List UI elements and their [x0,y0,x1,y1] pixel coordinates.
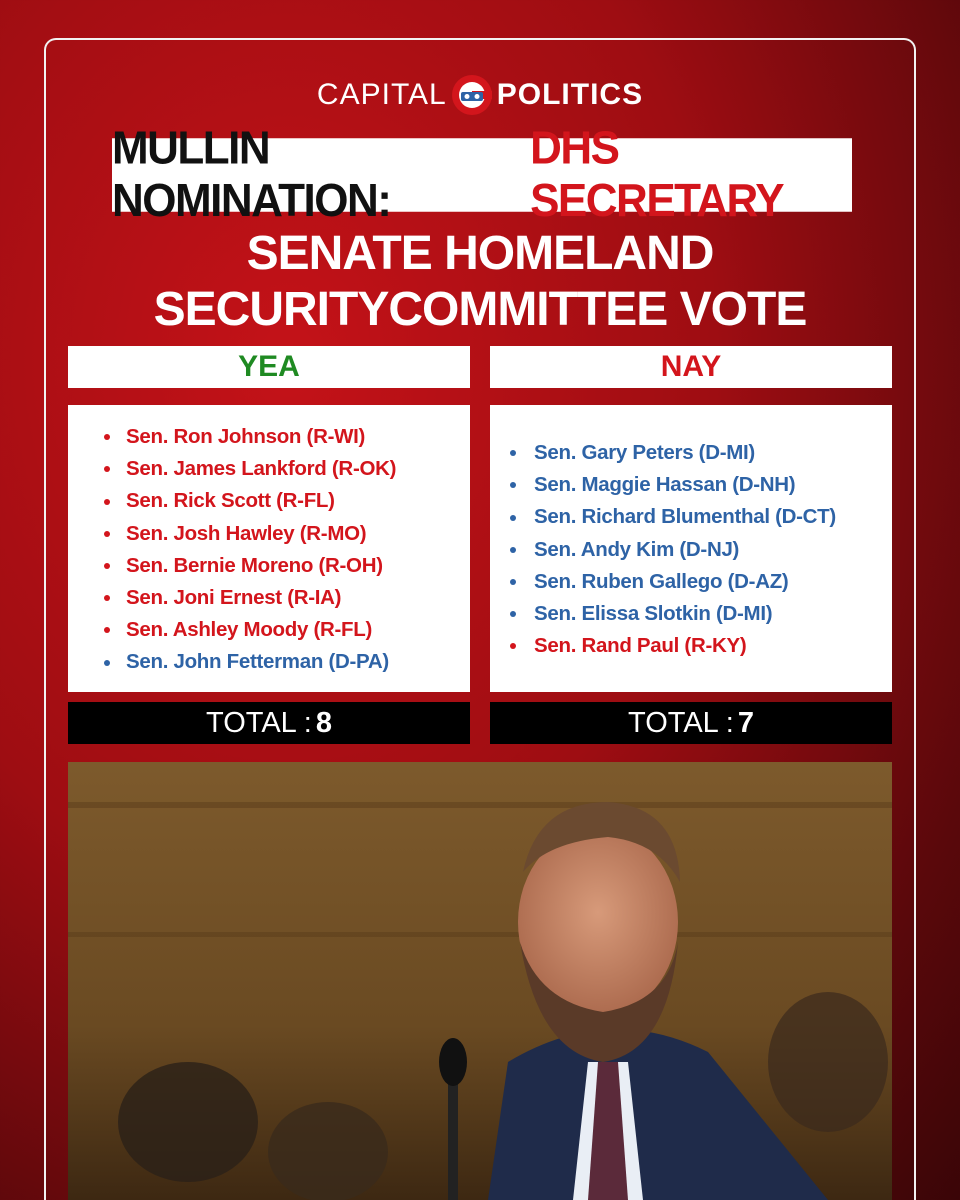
yea-list-box [68,405,470,692]
yea-member [104,453,470,485]
member-name: Sen. Rand Paul (R-KY) [534,634,747,658]
yea-header: YEA [68,346,470,388]
yea-total-label: TOTAL : [206,706,312,739]
nay-member [510,630,892,662]
bullet-icon [104,466,110,472]
brand-header [0,72,960,118]
nay-list [510,437,892,662]
bullet-icon [104,595,110,601]
title-banner [112,122,852,227]
title-part1: MULLIN NOMINATION: [112,122,391,227]
member-name: Sen. John Fetterman (D-PA) [126,650,389,674]
member-name: Sen. Ashley Moody (R-FL) [126,618,373,642]
nay-total [490,702,892,744]
yea-member [104,518,470,550]
capitol-logo-icon [451,74,493,116]
nay-member [510,469,892,501]
nay-list-box [490,405,892,692]
yea-member [104,550,470,582]
member-name: Sen. Elissa Slotkin (D-MI) [534,602,773,626]
bullet-icon [510,611,516,617]
nay-member [510,534,892,566]
yea-member [104,582,470,614]
nay-header: NAY [490,346,892,388]
nay-member [510,566,892,598]
bullet-icon [510,515,516,521]
yea-total [68,702,470,744]
brand-right: POLITICS [496,78,644,111]
bullet-icon [510,450,516,456]
title-part2: DHS SECRETARY [530,122,784,227]
member-name: Sen. Joni Ernest (R-IA) [126,586,342,610]
bullet-icon [104,531,110,537]
yea-member [104,614,470,646]
bullet-icon [104,627,110,633]
member-name: Sen. Richard Blumenthal (D-CT) [534,505,836,529]
bullet-icon [104,563,110,569]
nay-member [510,501,892,533]
yea-member [104,485,470,517]
heading-line2: SECURITYCOMMITTEE VOTE [153,283,807,336]
member-name: Sen. Maggie Hassan (D-NH) [534,473,796,497]
bullet-icon [510,579,516,585]
yea-total-count: 8 [315,706,332,739]
member-name: Sen. Bernie Moreno (R-OH) [126,553,383,577]
member-name: Sen. Gary Peters (D-MI) [534,441,755,464]
member-name: Sen. Rick Scott (R-FL) [126,489,335,513]
brand-left: CAPITAL [316,78,447,111]
member-name: Sen. James Lankford (R-OK) [126,457,397,481]
nay-total-label: TOTAL : [628,706,734,739]
member-name: Sen. Ruben Gallego (D-AZ) [534,569,789,593]
member-name: Sen. Josh Hawley (R-MO) [126,521,367,545]
bullet-icon [510,547,516,553]
member-name: Sen. Ron Johnson (R-WI) [126,425,366,448]
bullet-icon [104,499,110,505]
member-name: Sen. Andy Kim (D-NJ) [534,537,740,561]
nay-member [510,437,892,469]
yea-list [104,421,470,679]
page-heading [0,226,960,338]
nay-total-count: 7 [737,706,754,739]
yea-member [104,646,470,678]
senator-photo [68,762,892,1200]
bullet-icon [104,660,110,666]
yea-member [104,421,470,453]
bullet-icon [104,434,110,440]
bullet-icon [510,643,516,649]
bullet-icon [510,482,516,488]
heading-line1: SENATE HOMELAND [246,227,714,280]
nay-member [510,598,892,630]
photo-illustration [68,762,892,1200]
